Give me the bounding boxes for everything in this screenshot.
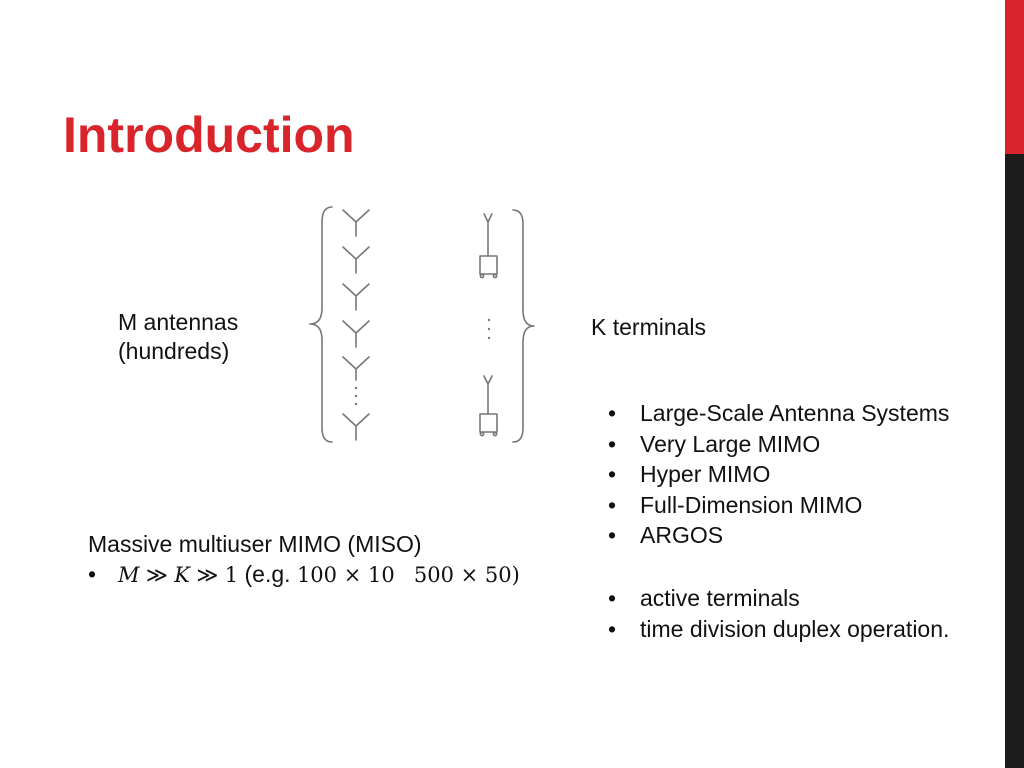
terminal-ellipsis-dot [488, 337, 490, 339]
list-item: • Hyper MIMO [605, 459, 949, 490]
formula-k: K [174, 563, 190, 587]
antenna-ellipsis-dot [355, 387, 357, 389]
antenna-icon-5 [343, 357, 369, 380]
terminal-ellipsis-dot [488, 319, 490, 321]
formula-example-prefix: (e.g. [238, 561, 297, 587]
list-item: • time division duplex operation. [605, 614, 949, 645]
formula-m: M [118, 563, 140, 587]
antenna-icon-6 [343, 414, 369, 440]
formula-gg1: ≫ [145, 563, 168, 587]
list-item: • Very Large MIMO [605, 429, 949, 460]
massive-mimo-heading: Massive multiuser MIMO (MISO) [88, 531, 422, 557]
side-dark-bar [1005, 154, 1024, 768]
antenna-icon-4 [343, 321, 369, 347]
antenna-icon-1 [343, 210, 369, 236]
m-antennas-label-line1: M antennas [118, 309, 239, 335]
terminal-ellipsis-dot [488, 328, 490, 330]
feature-list [605, 398, 949, 551]
antenna-ellipsis-dot [355, 395, 357, 397]
list-item: • ARGOS [605, 520, 949, 551]
formula-gg2: ≫ [196, 563, 219, 587]
m-antennas-label-line2: (hundreds) [118, 338, 230, 364]
bullet-glyph: • [88, 561, 97, 587]
list-item: • Large-Scale Antenna Systems [605, 398, 949, 429]
antenna-icon-2 [343, 247, 369, 273]
list-item: • Full-Dimension MIMO [605, 490, 949, 521]
slide-title: Introduction [63, 107, 355, 163]
formula-example-1: 100 × 10 [296, 563, 395, 587]
list-item: • active terminals [605, 583, 949, 614]
notes-list [605, 583, 949, 644]
terminal-icon-1 [480, 214, 497, 278]
k-terminals-label: K terminals [591, 314, 707, 340]
antenna-ellipsis-dot [355, 403, 357, 405]
side-accent-bar [1005, 0, 1024, 154]
formula-one: 1 [224, 563, 239, 587]
terminal-icon-2 [480, 376, 497, 436]
mimo-formula [88, 559, 520, 590]
antenna-icon-3 [343, 284, 369, 310]
right-brace [513, 210, 534, 442]
mimo-diagram [300, 200, 550, 450]
formula-close: ) [511, 563, 520, 587]
massive-mimo-block [88, 529, 520, 590]
m-antennas-label [118, 308, 238, 366]
formula-example-2: 500 × 50 [413, 563, 512, 587]
left-brace [310, 207, 332, 442]
